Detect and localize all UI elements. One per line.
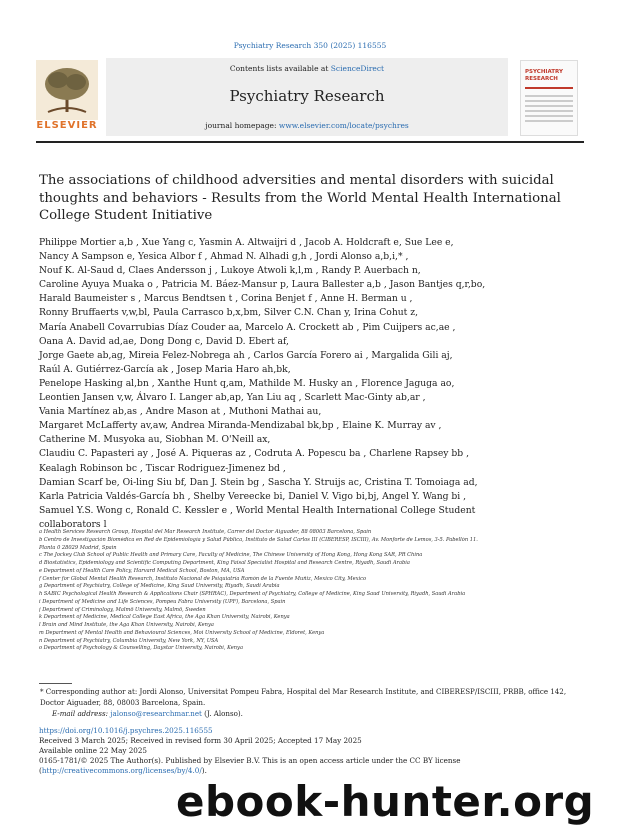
email-line: [52, 709, 243, 718]
affiliation-item: n Department of Psychiatry, Columbia University, New York, NY, USA: [39, 637, 219, 644]
author-line[interactable]: Catherine M. Musyoka au, Siobhan M. O'Neill ax,: [39, 434, 271, 446]
author-line[interactable]: Jorge Gaete ab,ag, Mireia Felez-Nobrega ah , Carlos García Forero ai , Margalida Gili aj,: [39, 349, 453, 361]
email-label: E-mail address:: [52, 709, 109, 718]
author-line[interactable]: Kealagh Robinson bc , Tiscar Rodriguez-Jimenez bd ,: [39, 462, 286, 474]
author-line[interactable]: Margaret McLafferty av,aw, Andrea Miranda-Mendizabal bk,bp , Elaine K. Murray av ,: [39, 420, 442, 432]
journal-reference[interactable]: Psychiatry Research 350 (2025) 116555: [233, 41, 387, 50]
homepage-line: [106, 121, 508, 130]
affiliation-list: [39, 529, 584, 653]
email-owner: (J. Alonso).: [204, 709, 243, 718]
author-list: [39, 236, 584, 532]
email-link[interactable]: jalonso@researchmar.net: [110, 709, 202, 718]
affiliation-item: i Department of Medicine and Life Sciences, Pompeu Fabra University (UPF), Barcelona, Spain: [39, 598, 286, 605]
affiliation-item: b Centro de Investigación Biomédica en Red de Epidemiología y Salud Pública, Instituto de Salud Carlos III (CIBERESP, ISCIII), Av. Monforte de Lemos, 3-5. Pabellón 11.: [39, 536, 478, 543]
cover-bar: [525, 87, 573, 89]
journal-masthead: [106, 58, 508, 136]
affiliation-item: f Center for Global Mental Health Research, Instituto Nacional de Psiquiatría Ramón de la Fuente Muñiz, Mexico City, Mexico: [39, 575, 367, 582]
affiliation-item: c The Jockey Club School of Public Health and Primary Care, Faculty of Medicine, The Chinese University of Hong Kong, Hong Kong SAR, PR China: [39, 552, 423, 559]
affiliation-item: a Health Services Research Group, Hospital del Mar Research Institute, Carrer del Doctor Aiguader, 88 08003 Barcelona, Spain: [39, 529, 372, 535]
article-history: [39, 726, 584, 776]
sciencedirect-link[interactable]: ScienceDirect: [330, 64, 385, 73]
homepage-link[interactable]: www.elsevier.com/locate/psychres: [278, 121, 409, 130]
author-line[interactable]: Ronny Bruffaerts v,w,bl, Paula Carrasco b,x,bm, Silver C.N. Chan y, Irina Cohut z,: [39, 307, 419, 319]
contents-prefix: Contents lists available at: [229, 64, 331, 73]
doi-link[interactable]: https://doi.org/10.1016/j.psychres.2025.116555: [39, 726, 213, 735]
journal-cover-thumbnail: [520, 60, 578, 136]
journal-name: Psychiatry Research: [229, 87, 385, 105]
affiliation-item: l Brain and Mind Institute, the Aga Khan University, Nairobi, Kenya: [39, 622, 214, 628]
available-online: Available online 22 May 2025: [39, 745, 147, 755]
corresponding-author-note: * Corresponding author at: Jordi Alonso, Universitat Pompeu Fabra, Hospital del Mar Research Institute, and CIBERESP/ISCIII, PRBB, office 142, Doctor Aiguader, 88, 08003 Barcelona, Spain.: [40, 687, 567, 707]
affiliation-item: g Department of Psychiatry, College of Medicine, King Saud University, Riyadh, Saudi Arabia: [39, 583, 280, 590]
author-line[interactable]: Leontien Jansen v,w, Álvaro I. Langer ab,ap, Yan Liu aq , Scarlett Mac-Ginty ab,ar ,: [39, 392, 426, 404]
affiliation-item: o Department of Psychology & Counselling, Daystar University, Nairobi, Kenya: [39, 645, 243, 652]
cover-lines: [525, 95, 573, 125]
header-rule: [36, 141, 584, 143]
author-line[interactable]: Nancy A Sampson e, Yesica Albor f , Ahmad N. Alhadi g,h , Jordi Alonso a,b,i,* ,: [39, 251, 409, 263]
affiliation-item: d Biostatistics, Epidemiology and Scientific Computing Department, King Faisal Specialist Hospital and Research Centre, Riyadh, Saudi Arabia: [39, 560, 410, 566]
author-line[interactable]: Oana A. David ad,ae, Dong Dong c, David D. Ebert af,: [39, 335, 289, 347]
affiliation-item: h SABIC Psychological Health Research & Applications Chair (SPHRAC), Department of Psychiatry, College of Medicine, King Saud University, Riyadh, Saudi Arabia: [39, 591, 466, 597]
license-link[interactable]: http://creativecommons.org/licenses/by/4.0/: [41, 765, 202, 775]
affiliation-item: e Department of Health Care Policy, Harvard Medical School, Boston, MA, USA: [39, 567, 245, 574]
contents-line: [106, 64, 508, 73]
affiliation-item: m Department of Mental Health and Behavioural Sciences, Moi University School of Medicine, Eldoret, Kenya: [39, 629, 325, 636]
author-line[interactable]: Raúl A. Gutiérrez-García ak , Josep Maria Haro ah,bk,: [39, 363, 291, 375]
homepage-prefix: journal homepage:: [205, 121, 279, 130]
author-line[interactable]: Karla Patricia Valdés-García bh , Shelby Vereecke bi, Daniel V. Vigo bi,bj, Angel Y. Wang bi ,: [39, 490, 467, 502]
affiliation-item: k Department of Medicine, Medical College East Africa, the Aga Khan University, Nairobi, Kenya: [39, 614, 290, 621]
footnote-rule: [39, 683, 72, 684]
affiliation-item: j Department of Criminology, Malmö University, Malmö, Sweden: [39, 606, 206, 613]
author-line[interactable]: Philippe Mortier a,b , Xue Yang c, Yasmin A. Altwaijri d , Jacob A. Holdcraft e, Sue Lee e,: [39, 237, 454, 248]
author-line[interactable]: María Anabell Covarrubias Díaz Couder aa, Marcelo A. Crockett ab , Pim Cuijpers ac,ae ,: [39, 321, 456, 333]
journal-header: [36, 58, 580, 138]
received-dates: Received 3 March 2025; Received in revised form 30 April 2025; Accepted 17 May 2025: [39, 735, 362, 745]
author-line[interactable]: Samuel Y.S. Wong c, Ronald C. Kessler e , World Mental Health International College Student: [39, 504, 476, 516]
license-line: 0165-1781/© 2025 The Author(s). Published by Elsevier B.V. This is an open access article under the CC BY license (http://creativecommons.org/licenses/by/4.0/).: [39, 755, 461, 775]
article-title: The associations of childhood adversities and mental disorders with suicidal thoughts and behaviors - Results from the World Mental Health International College Student Initiative: [39, 173, 561, 223]
elsevier-wordmark: ELSEVIER: [36, 120, 98, 131]
author-line[interactable]: Caroline Ayuya Muaka o , Patricia M. Báez-Mansur p, Laura Ballester a,b , Jason Bantjes q,r,bo,: [39, 279, 486, 291]
author-line[interactable]: Penelope Hasking al,bn , Xanthe Hunt q,am, Mathilde M. Husky an , Florence Jaguga ao,: [39, 377, 455, 389]
author-line[interactable]: Damian Scarf be, Oi-ling Siu bf, Dan J. Stein bg , Sascha Y. Struijs ac, Cristina T. Tomoiaga ad,: [39, 476, 478, 488]
author-line[interactable]: Vania Martínez ab,as , Andre Mason at , Muthoni Mathai au,: [39, 406, 322, 418]
cover-title: PSYCHIATRY RESEARCH: [525, 69, 563, 82]
author-line[interactable]: Claudiu C. Papasteri ay , José A. Piqueras az , Codruta A. Popescu ba , Charlene Rapsey bb ,: [39, 448, 470, 460]
author-line[interactable]: Nouf K. Al-Saud d, Claes Andersson j , Lukoye Atwoli k,l,m , Randy P. Auerbach n,: [39, 265, 421, 277]
affiliation-item: Planta 0 28029 Madrid, Spain: [39, 544, 117, 551]
author-line[interactable]: collaborators l: [39, 518, 107, 530]
watermark-text: ebook-hunter.org: [176, 777, 595, 826]
author-line[interactable]: Harald Baumeister s , Marcus Bendtsen t , Corina Benjet f , Anne H. Berman u ,: [39, 293, 413, 305]
